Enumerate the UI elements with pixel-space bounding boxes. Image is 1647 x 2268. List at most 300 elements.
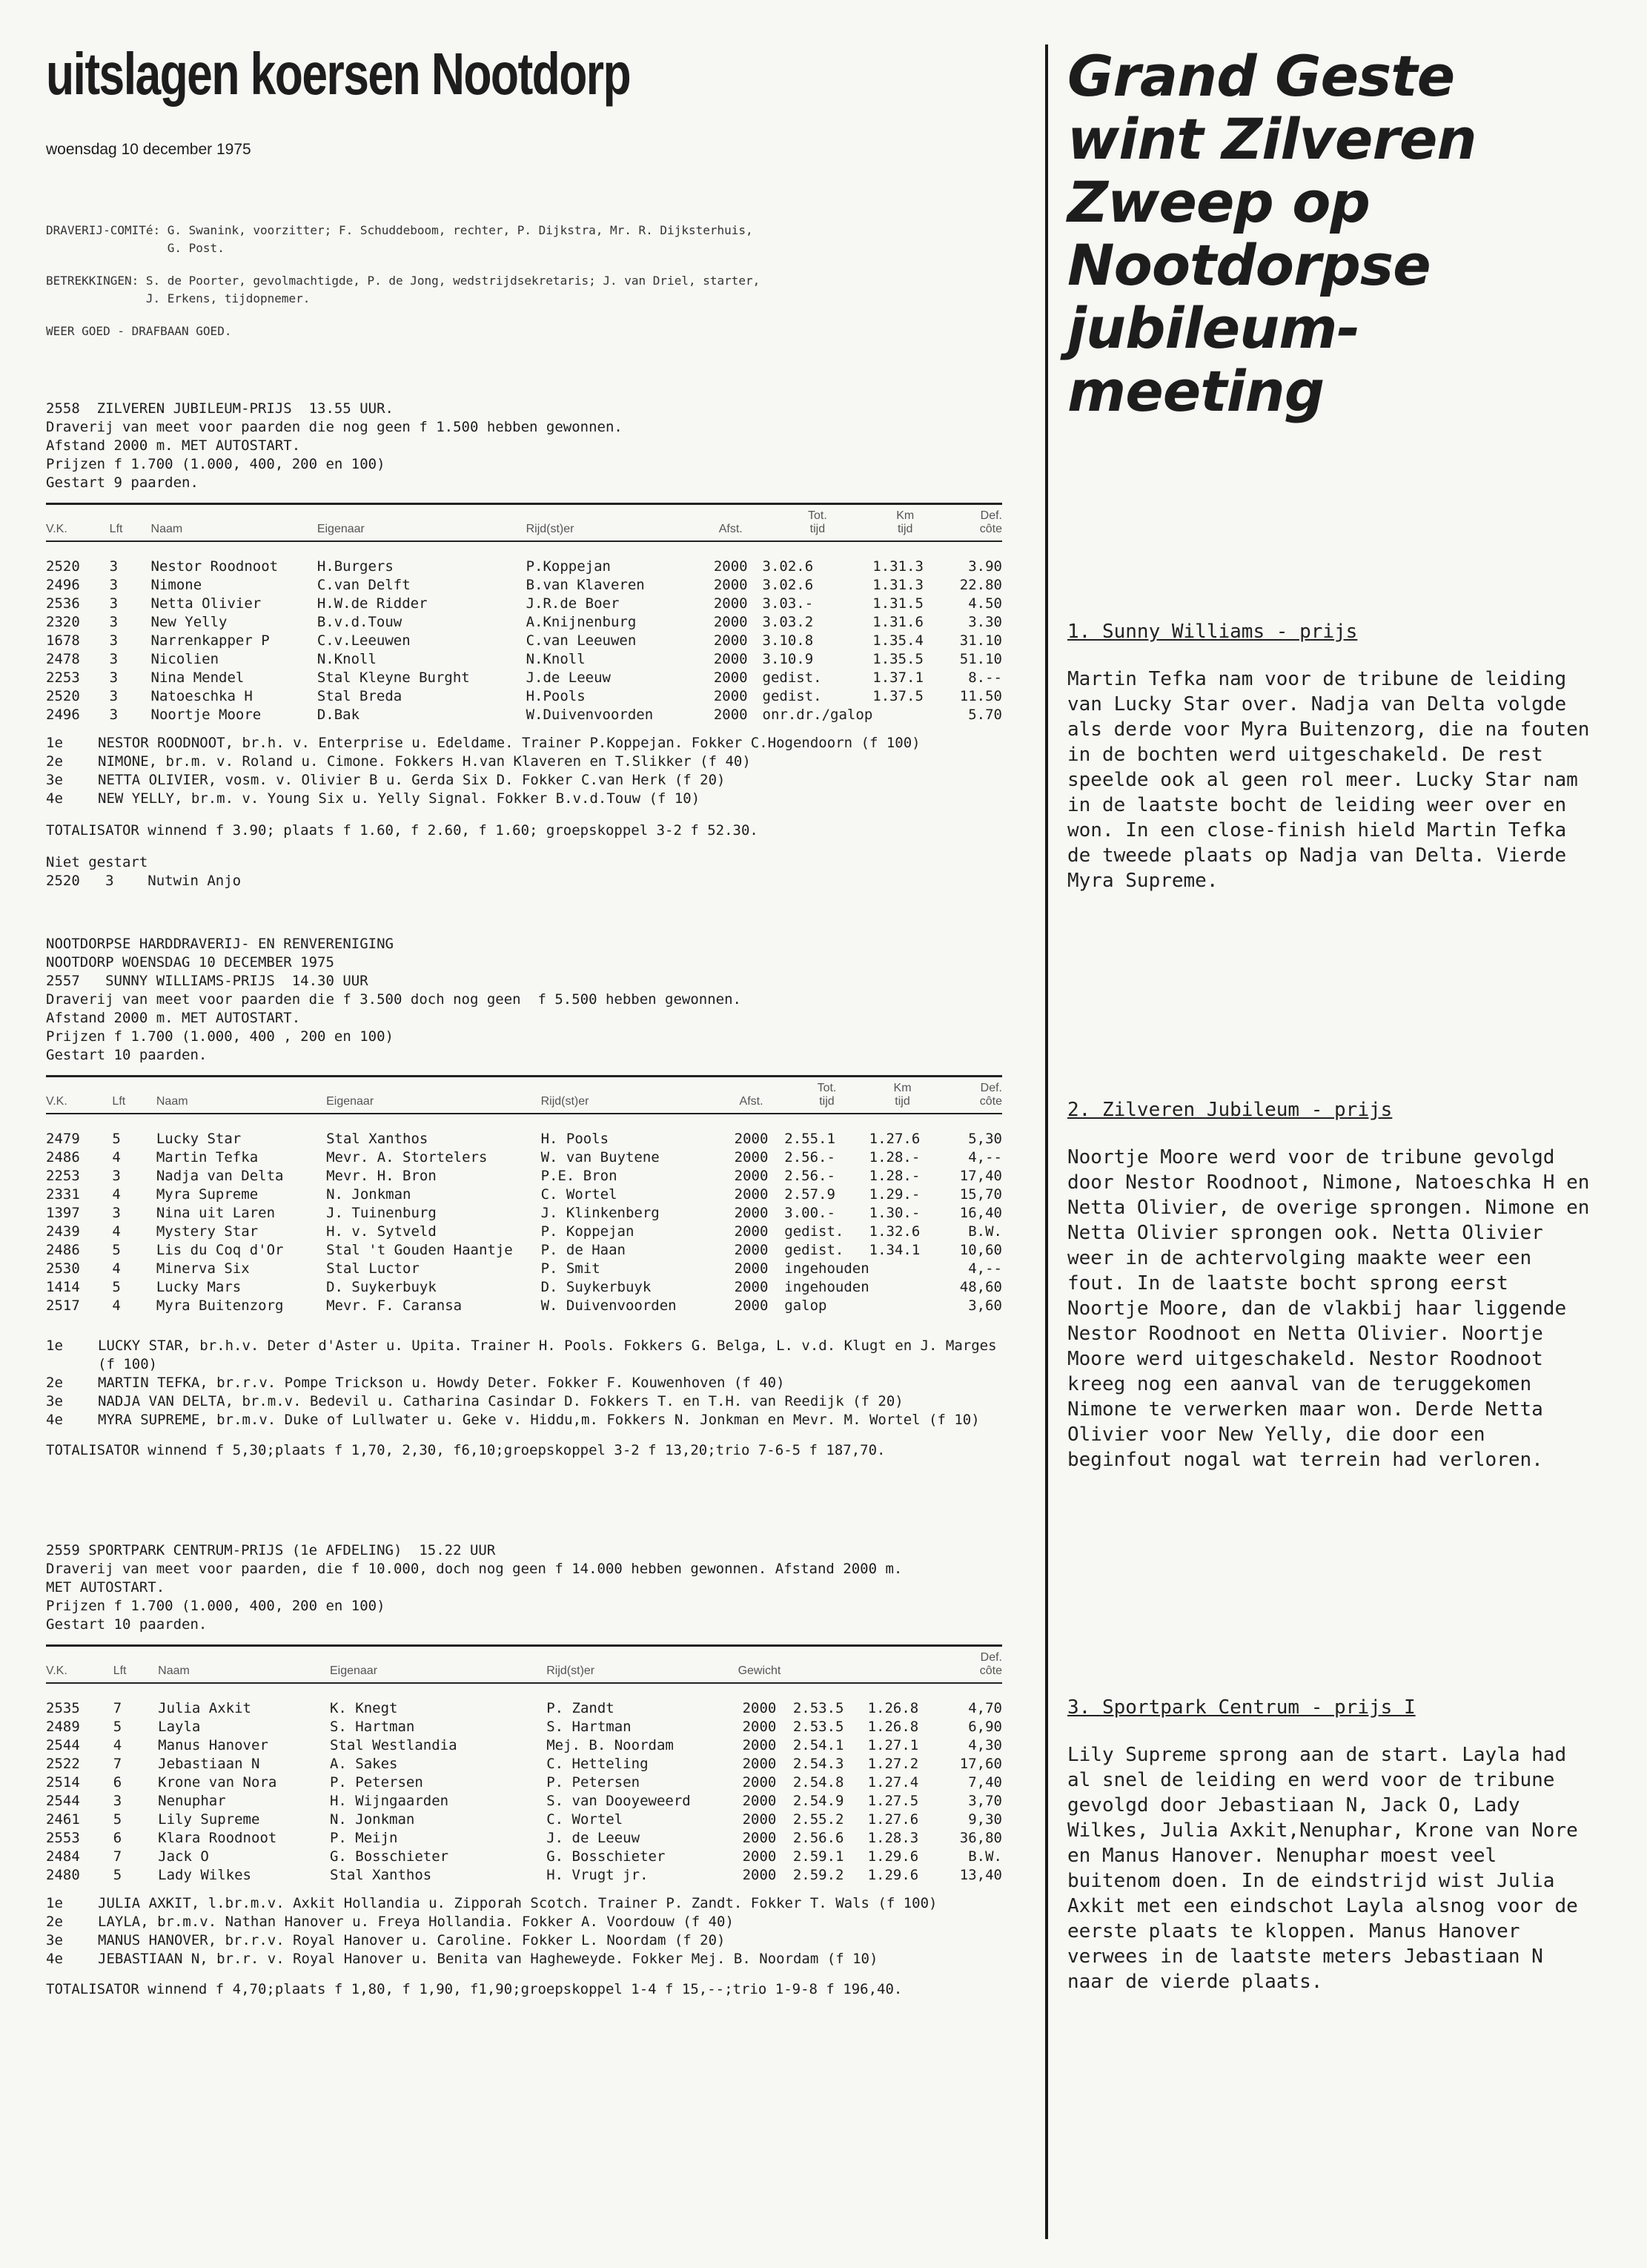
- cell-km: 1.35.4: [872, 632, 924, 649]
- cell-def: 5,30: [968, 1130, 1002, 1147]
- table-row: [46, 541, 1002, 575]
- table-row: [46, 594, 1002, 612]
- report-headline: [1067, 44, 1616, 423]
- column-header-def: Def. côte: [935, 1077, 1002, 1114]
- placing-rank: 3e: [46, 1932, 63, 1948]
- cell-vk: 2486: [46, 1148, 80, 1166]
- cell-tot: 2.54.8: [792, 1773, 844, 1791]
- cell-km: 1.29.6: [867, 1848, 919, 1865]
- cell-eigenaar: S. Hartman: [329, 1718, 415, 1735]
- table-row: [46, 1185, 1002, 1203]
- results-table: [46, 503, 1002, 724]
- cell-afst: 2000: [713, 706, 748, 723]
- column-header-naam: Naam: [158, 1646, 330, 1684]
- cell-rijder: J. Klinkenberg: [540, 1204, 660, 1221]
- cell-rijder: D. Suykerbuyk: [540, 1278, 652, 1295]
- cell-def: 48,60: [959, 1278, 1002, 1295]
- page-title: uitslagen koersen Nootdorp: [46, 41, 631, 107]
- column-header-afst: Afst.: [718, 1077, 784, 1114]
- placing-text: NEW YELLY, br.m. v. Young Six u. Yelly Signal. Fokker B.v.d.Touw (f 10): [98, 790, 700, 807]
- cell-vk: 2480: [46, 1866, 80, 1883]
- column-header-eigenaar: Eigenaar: [330, 1646, 546, 1684]
- cell-afst: 2000: [713, 576, 748, 593]
- cell-vk: 2544: [46, 1792, 80, 1809]
- report-title: 2. Zilveren Jubileum - prijs: [1067, 1099, 1393, 1121]
- cell-afst: 2000: [742, 1699, 777, 1716]
- placing-text: JULIA AXKIT, l.br.m.v. Axkit Hollandia u. Zipporah Scotch. Trainer P. Zandt. Fokker T. Wals (f 100): [98, 1895, 938, 1911]
- cell-tot: ingehouden: [784, 1278, 869, 1295]
- cell-lft: 4: [112, 1260, 121, 1277]
- cell-naam: Krone van Nora: [158, 1773, 277, 1791]
- table-row: [46, 1277, 1002, 1296]
- placing-text: MANUS HANOVER, br.r.v. Royal Hanover u. Caroline. Fokker L. Noordam (f 20): [98, 1932, 726, 1948]
- cell-naam: Nestor Roodnoot: [150, 558, 279, 575]
- placing-rank: 4e: [46, 790, 63, 807]
- cell-def: B.W.: [968, 1223, 1002, 1240]
- placing-item: [46, 1913, 1010, 1931]
- cell-tot: 3.02.6: [762, 576, 814, 593]
- committee: DRAVERIJ-COMITé: G. Swanink, voorzitter; F. Schuddeboom, rechter, P. Dijkstra, Mr. R. Dijksterhuis, G. Post.: [46, 223, 753, 255]
- table-row: [46, 1865, 1002, 1884]
- cell-lft: 5: [113, 1718, 122, 1735]
- results-table: [46, 1644, 1002, 1884]
- cell-km: 1.27.6: [869, 1130, 921, 1147]
- cell-vk: 2520: [46, 558, 80, 575]
- cell-vk: 2478: [46, 650, 80, 667]
- cell-naam: Jebastiaan N: [158, 1755, 260, 1772]
- cell-rijder: J.R.de Boer: [526, 595, 620, 612]
- cell-tot: 2.54.1: [792, 1736, 844, 1753]
- cell-km: 1.31.3: [872, 558, 924, 575]
- cell-def: 3,70: [968, 1792, 1002, 1809]
- cell-naam: Lucky Mars: [156, 1278, 242, 1295]
- cell-def: 3,60: [968, 1297, 1002, 1314]
- cell-rijder: C. Wortel: [546, 1811, 623, 1828]
- cell-afst: 2000: [742, 1848, 777, 1865]
- column-header-tot: Tot. tijd: [763, 504, 873, 542]
- headline-line: jubileum-: [1067, 295, 1360, 361]
- cell-eigenaar: N.Knoll: [317, 650, 377, 667]
- table-row: [46, 1773, 1002, 1791]
- column-header-vk: V.K.: [46, 1077, 112, 1114]
- cell-rijder: C. Wortel: [540, 1186, 617, 1203]
- table-row: [46, 1148, 1002, 1166]
- cell-lft: 3: [109, 687, 119, 704]
- officials: BETREKKINGEN: S. de Poorter, gevolmachtigde, P. de Jong, wedstrijdsekretaris; J. van Driel, starter, J. Erkens, tijdopnemer.: [46, 274, 760, 305]
- cell-vk: 1414: [46, 1278, 80, 1295]
- cell-tot: 2.56.-: [784, 1167, 835, 1184]
- cell-tot: 2.56.-: [784, 1148, 835, 1166]
- table-row: [46, 1683, 1002, 1717]
- cell-def: 8.--: [968, 669, 1002, 686]
- placing-item: [46, 1374, 1010, 1392]
- cell-def: 3.90: [968, 558, 1002, 575]
- cell-afst: 2000: [742, 1718, 777, 1735]
- report-title: 1. Sunny Williams - prijs: [1067, 621, 1358, 643]
- cell-tot: 2.56.6: [792, 1829, 844, 1846]
- cell-vk: 1678: [46, 632, 80, 649]
- cell-tot: 2.54.3: [792, 1755, 844, 1772]
- column-header-afst: Gewicht: [726, 1646, 793, 1684]
- report-body: Martin Tefka nam voor de tribune de leiding van Lucky Star over. Nadja van Delta volgde als derde voor Myra Buitenzorg, die na fouten in de bochten werd uitgeschakeld. De rest speelde ook al geen rol meer. Lucky Star nam in de laatste bocht de leiding weer over en won. In een close-finish hield Martin Tefka de tweede plaats op Nadja van Delta. Vierde Myra Supreme.: [1067, 668, 1590, 892]
- cell-rijder: J.de Leeuw: [526, 669, 611, 686]
- cell-vk: 2514: [46, 1773, 80, 1791]
- headline-line: Zweep op: [1067, 169, 1370, 235]
- cell-tot: 3.03.2: [762, 613, 814, 630]
- cell-tot: gedist.: [784, 1241, 844, 1258]
- cell-vk: 2553: [46, 1829, 80, 1846]
- cell-naam: Natoeschka H: [150, 687, 253, 704]
- cell-eigenaar: Mevr. F. Caransa: [326, 1297, 463, 1314]
- placing-item: [46, 1392, 1010, 1411]
- cell-lft: 3: [112, 1167, 121, 1184]
- cell-rijder: H.Pools: [526, 687, 586, 704]
- cell-rijder: P.E. Bron: [540, 1167, 617, 1184]
- table-row: [46, 1847, 1002, 1865]
- cell-vk: 2439: [46, 1223, 80, 1240]
- cell-rijder: W.Duivenvoorden: [526, 706, 654, 723]
- cell-rijder: A.Knijnenburg: [526, 613, 637, 630]
- placing-rank: 3e: [46, 772, 63, 788]
- cell-km: 1.28.3: [867, 1829, 919, 1846]
- cell-km: 1.29.-: [869, 1186, 921, 1203]
- cell-tot: 2.54.9: [792, 1792, 844, 1809]
- cell-tot: 2.53.5: [792, 1699, 844, 1716]
- cell-tot: gedist.: [762, 687, 822, 704]
- placing-item: [46, 1337, 1010, 1374]
- cell-afst: 2000: [742, 1773, 777, 1791]
- table-row: [46, 1203, 1002, 1222]
- totalisator: TOTALISATOR winnend f 5,30;plaats f 1,70, 2,30, f6,10;groepskoppel 3-2 f 13,20;trio 7-6-5 f 187,70.: [46, 1442, 886, 1458]
- placing-item: [46, 1931, 1010, 1950]
- cell-vk: 2536: [46, 595, 80, 612]
- table-row: [46, 687, 1002, 705]
- cell-lft: 4: [112, 1148, 121, 1166]
- cell-naam: Manus Hanover: [158, 1736, 268, 1753]
- cell-vk: 2253: [46, 1167, 80, 1184]
- cell-rijder: W. van Buytene: [540, 1148, 660, 1166]
- cell-km: 1.27.2: [867, 1755, 919, 1772]
- cell-afst: 2000: [713, 650, 748, 667]
- cell-afst: 2000: [734, 1130, 769, 1147]
- cell-lft: 3: [109, 650, 119, 667]
- cell-km: 1.31.3: [872, 576, 924, 593]
- totalisator: TOTALISATOR winnend f 3.90; plaats f 1.60, f 2.60, f 1.60; groepskoppel 3-2 f 52.30.: [46, 822, 758, 839]
- cell-vk: 2496: [46, 706, 80, 723]
- placing-rank: 1e: [46, 1338, 63, 1354]
- cell-rijder: P. Petersen: [546, 1773, 640, 1791]
- placing-rank: 3e: [46, 1393, 63, 1409]
- column-header-eigenaar: Eigenaar: [317, 504, 526, 542]
- race-sportpark-centrum: [46, 1541, 1010, 1999]
- results-column: [46, 41, 1010, 1999]
- placing-rank: 1e: [46, 735, 63, 751]
- cell-tot: 2.59.1: [792, 1848, 844, 1865]
- cell-def: 3.30: [968, 613, 1002, 630]
- cell-def: 4,70: [968, 1699, 1002, 1716]
- cell-naam: Nina Mendel: [150, 669, 245, 686]
- cell-rijder: B.van Klaveren: [526, 576, 645, 593]
- race-header: 2559 SPORTPARK CENTRUM-PRIJS (1e AFDELING) 15.22 UUR Draverij van meet voor paarden, die f 10.000, doch nog geen f 14.000 hebben gewonnen. Afstand 2000 m. MET AUTOSTART. Prijzen f 1.700 (1.000, 400, 200 en 100) Gestart 10 paarden.: [46, 1542, 903, 1633]
- cell-naam: Myra Supreme: [156, 1186, 259, 1203]
- cell-lft: 7: [113, 1699, 122, 1716]
- cell-def: 36,80: [959, 1829, 1002, 1846]
- cell-def: 4,--: [968, 1148, 1002, 1166]
- cell-vk: 2461: [46, 1811, 80, 1828]
- placing-rank: 4e: [46, 1951, 63, 1967]
- cell-lft: 5: [113, 1811, 122, 1828]
- cell-lft: 4: [112, 1186, 121, 1203]
- cell-tot: 2.55.1: [784, 1130, 835, 1147]
- cell-afst: 2000: [734, 1167, 769, 1184]
- cell-eigenaar: K. Knegt: [329, 1699, 398, 1716]
- cell-naam: Layla: [158, 1718, 201, 1735]
- report-sportpark-centrum: [1067, 1695, 1616, 1994]
- placing-text: MARTIN TEFKA, br.r.v. Pompe Trickson u. Howdy Deter. Fokker F. Kouwenhoven (f 40): [98, 1375, 785, 1391]
- cell-lft: 7: [113, 1755, 122, 1772]
- cell-afst: 2000: [713, 687, 748, 704]
- cell-tot: gedist.: [762, 669, 822, 686]
- cell-eigenaar: B.v.d.Touw: [317, 613, 402, 630]
- placing-item: [46, 1894, 1010, 1913]
- cell-afst: 2000: [734, 1241, 769, 1258]
- cell-def: 4.50: [968, 595, 1002, 612]
- cell-rijder: H. Pools: [540, 1130, 609, 1147]
- cell-rijder: J. de Leeuw: [546, 1829, 640, 1846]
- column-header-eigenaar: Eigenaar: [326, 1077, 541, 1114]
- cell-tot: 2.57.9: [784, 1186, 835, 1203]
- cell-eigenaar: D. Suykerbuyk: [326, 1278, 437, 1295]
- cell-rijder: Mej. B. Noordam: [546, 1736, 674, 1753]
- cell-tot: 2.55.2: [792, 1811, 844, 1828]
- cell-eigenaar: D.Bak: [317, 706, 360, 723]
- cell-tot: gedist.: [784, 1223, 844, 1240]
- cell-def: 4,30: [968, 1736, 1002, 1753]
- table-row: [46, 1222, 1002, 1240]
- cell-def: B.W.: [968, 1848, 1002, 1865]
- cell-lft: 3: [109, 558, 119, 575]
- weather-note: WEER GOED - DRAFBAAN GOED.: [46, 324, 232, 338]
- column-header-km: Km tijd: [869, 1077, 936, 1114]
- cell-afst: 2000: [734, 1204, 769, 1221]
- cell-lft: 6: [113, 1773, 122, 1791]
- cell-tot: ingehouden: [784, 1260, 869, 1277]
- cell-tot: 3.10.8: [762, 632, 814, 649]
- cell-def: 31.10: [959, 632, 1002, 649]
- cell-naam: Lily Supreme: [158, 1811, 260, 1828]
- cell-afst: 2000: [713, 595, 748, 612]
- cell-naam: Nenuphar: [158, 1792, 226, 1809]
- cell-def: 6,90: [968, 1718, 1002, 1735]
- cell-eigenaar: H. v. Sytveld: [326, 1223, 437, 1240]
- table-row: [46, 575, 1002, 594]
- cell-naam: Lis du Coq d'Or: [156, 1241, 284, 1258]
- cell-eigenaar: Stal Luctor: [326, 1260, 420, 1277]
- cell-afst: 2000: [713, 632, 748, 649]
- cell-km: 1.32.6: [869, 1223, 921, 1240]
- cell-naam: Noortje Moore: [150, 706, 262, 723]
- cell-afst: 2000: [713, 558, 748, 575]
- table-row: [46, 1114, 1002, 1148]
- headline-line: meeting: [1067, 358, 1325, 424]
- table-row: [46, 612, 1002, 631]
- cell-lft: 3: [109, 669, 119, 686]
- column-header-naam: Naam: [151, 504, 317, 542]
- cell-eigenaar: N. Jonkman: [329, 1811, 415, 1828]
- cell-eigenaar: H. Wijngaarden: [329, 1792, 449, 1809]
- cell-rijder: S. van Dooyeweerd: [546, 1792, 691, 1809]
- cell-lft: 3: [109, 576, 119, 593]
- meeting-date: woensdag 10 december 1975: [46, 141, 251, 158]
- cell-km: 1.27.1: [867, 1736, 919, 1753]
- report-zilveren-jubileum: [1067, 1097, 1616, 1472]
- cell-vk: 1397: [46, 1204, 80, 1221]
- table-row: [46, 1791, 1002, 1810]
- cell-eigenaar: Stal Breda: [317, 687, 402, 704]
- cell-afst: 2000: [742, 1755, 777, 1772]
- report-body: Lily Supreme sprong aan de start. Layla had al snel de leiding en werd voor de tribune gevolgd door Jebastiaan N, Jack O, Lady Wilkes, Julia Axkit,Nenuphar, Krone van Nore en Manus Hanover. Nenuphar moest veel buitenom doen. In de eindstrijd wist Julia Axkit met een eindschot Layla alsnog voor de eerste plaats te kloppen. Manus Hanover verwees in de laatste meters Jebastiaan N naar de vierde plaats.: [1067, 1744, 1578, 1993]
- cell-eigenaar: P. Meijn: [329, 1829, 398, 1846]
- cell-km: [869, 1259, 936, 1277]
- not-started: Niet gestart 2520 3 Nutwin Anjo: [46, 854, 242, 889]
- cell-eigenaar: Stal Kleyne Burght: [317, 669, 470, 686]
- table-row: [46, 1736, 1002, 1754]
- placing-item: [46, 771, 1010, 790]
- cell-eigenaar: H.Burgers: [317, 558, 394, 575]
- cell-eigenaar: N. Jonkman: [326, 1186, 411, 1203]
- column-header-afst: Afst.: [699, 504, 763, 542]
- placing-text: LAYLA, br.m.v. Nathan Hanover u. Freya Hollandia. Fokker A. Voordouw (f 40): [98, 1914, 734, 1930]
- cell-lft: 3: [109, 632, 119, 649]
- cell-vk: 2517: [46, 1297, 80, 1314]
- placing-item: [46, 790, 1010, 808]
- cell-lft: 4: [113, 1736, 122, 1753]
- cell-lft: 7: [113, 1848, 122, 1865]
- headline-line: Grand Geste: [1067, 43, 1455, 109]
- cell-km: [869, 1296, 936, 1315]
- column-header-km: [868, 1646, 935, 1684]
- race-zilveren-jubileum: [46, 400, 1010, 890]
- placing-item: [46, 753, 1010, 771]
- cell-km: 1.29.6: [867, 1866, 919, 1883]
- cell-eigenaar: C.van Delft: [317, 576, 411, 593]
- placing-item: [46, 734, 1010, 753]
- cell-afst: 2000: [713, 613, 748, 630]
- cell-vk: 2331: [46, 1186, 80, 1203]
- cell-km: [869, 1277, 936, 1296]
- cell-naam: New Yelly: [150, 613, 228, 630]
- cell-afst: 2000: [734, 1186, 769, 1203]
- cell-eigenaar: A. Sakes: [329, 1755, 398, 1772]
- placing-text: MYRA SUPREME, br.m.v. Duke of Lullwater u. Geke v. Hiddu,m. Fokkers N. Jonkman en Mevr. M. Wortel (f 10): [98, 1412, 980, 1428]
- cell-vk: 2544: [46, 1736, 80, 1753]
- cell-km: 1.27.5: [867, 1792, 919, 1809]
- cell-naam: Jack O: [158, 1848, 209, 1865]
- cell-naam: Nicolien: [150, 650, 219, 667]
- table-row: [46, 1296, 1002, 1315]
- cell-vk: 2484: [46, 1848, 80, 1865]
- cell-naam: Myra Buitenzorg: [156, 1297, 284, 1314]
- cell-lft: 4: [112, 1223, 121, 1240]
- cell-naam: Minerva Six: [156, 1260, 250, 1277]
- cell-rijder: P.Koppejan: [526, 558, 611, 575]
- cell-eigenaar: Mevr. A. Stortelers: [326, 1148, 488, 1166]
- cell-naam: Nina uit Laren: [156, 1204, 276, 1221]
- column-divider: [1045, 44, 1048, 2239]
- table-row: [46, 705, 1002, 724]
- cell-afst: 2000: [742, 1829, 777, 1846]
- cell-lft: 3: [109, 595, 119, 612]
- cell-lft: 3: [113, 1792, 122, 1809]
- cell-vk: 2253: [46, 669, 80, 686]
- cell-rijder: H. Vrugt jr.: [546, 1866, 649, 1883]
- cell-km: 1.27.4: [867, 1773, 919, 1791]
- cell-vk: 2522: [46, 1755, 80, 1772]
- cell-lft: 3: [109, 706, 119, 723]
- placings: [46, 1894, 1010, 1968]
- cell-eigenaar: H.W.de Ridder: [317, 595, 428, 612]
- cell-def: 4,--: [968, 1260, 1002, 1277]
- cell-eigenaar: Stal Westlandia: [329, 1736, 457, 1753]
- column-header-lft: Lft: [112, 1077, 156, 1114]
- cell-afst: 2000: [742, 1866, 777, 1883]
- report-title: 3. Sportpark Centrum - prijs I: [1067, 1696, 1416, 1719]
- column-header-vk: V.K.: [46, 504, 110, 542]
- cell-def: 15,70: [959, 1186, 1002, 1203]
- cell-def: 7,40: [968, 1773, 1002, 1791]
- cell-km: 1.26.8: [867, 1718, 919, 1735]
- column-header-tot: Tot. tijd: [784, 1077, 869, 1114]
- cell-rijder: S. Hartman: [546, 1718, 632, 1735]
- headline-line: Nootdorpse: [1067, 232, 1431, 298]
- cell-eigenaar: P. Petersen: [329, 1773, 423, 1791]
- cell-lft: 6: [113, 1829, 122, 1846]
- results-table: [46, 1075, 1002, 1315]
- cell-afst: 2000: [742, 1811, 777, 1828]
- cell-def: 10,60: [959, 1241, 1002, 1258]
- placing-text: NETTA OLIVIER, vosm. v. Olivier B u. Gerda Six D. Fokker C.van Herk (f 20): [98, 772, 726, 788]
- column-header-lft: Lft: [113, 1646, 158, 1684]
- cell-lft: 5: [112, 1241, 121, 1258]
- cell-rijder: G. Bosschieter: [546, 1848, 666, 1865]
- table-row: [46, 1828, 1002, 1847]
- table-row: [46, 1754, 1002, 1773]
- cell-vk: 2530: [46, 1260, 80, 1277]
- cell-lft: 3: [112, 1204, 121, 1221]
- headline-line: wint Zilveren: [1067, 106, 1477, 172]
- report-column: [1067, 44, 1616, 1994]
- column-header-def: Def. côte: [938, 504, 1002, 542]
- cell-tot: 3.02.6: [762, 558, 814, 575]
- cell-afst: 2000: [734, 1148, 769, 1166]
- placing-rank: 2e: [46, 1375, 63, 1391]
- cell-naam: Lucky Star: [156, 1130, 242, 1147]
- race-header: 2558 ZILVEREN JUBILEUM-PRIJS 13.55 UUR. Draverij van meet voor paarden die nog geen f 1.500 hebben gewonnen. Afstand 2000 m. MET AUTOSTART. Prijzen f 1.700 (1.000, 400, 200 en 100) Gestart 9 paarden.: [46, 400, 623, 491]
- cell-rijder: P. Smit: [540, 1260, 600, 1277]
- cell-afst: 2000: [734, 1260, 769, 1277]
- cell-rijder: C. Hetteling: [546, 1755, 649, 1772]
- table-row: [46, 1717, 1002, 1736]
- placing-text: JEBASTIAAN N, br.r. v. Royal Hanover u. Benita van Hagheweyde. Fokker Mej. B. Noordam (f 10): [98, 1951, 878, 1967]
- cell-naam: Klara Roodnoot: [158, 1829, 277, 1846]
- cell-naam: Mystery Star: [156, 1223, 259, 1240]
- table-row: [46, 1166, 1002, 1185]
- cell-eigenaar: J. Tuinenburg: [326, 1204, 437, 1221]
- cell-km: 1.34.1: [869, 1241, 921, 1258]
- placing-text: NADJA VAN DELTA, br.m.v. Bedevil u. Catharina Casindar D. Fokkers T. en T.H. van Reedijk (f 20): [98, 1393, 904, 1409]
- column-header-tot: [793, 1646, 868, 1684]
- cell-km: 1.31.5: [872, 595, 924, 612]
